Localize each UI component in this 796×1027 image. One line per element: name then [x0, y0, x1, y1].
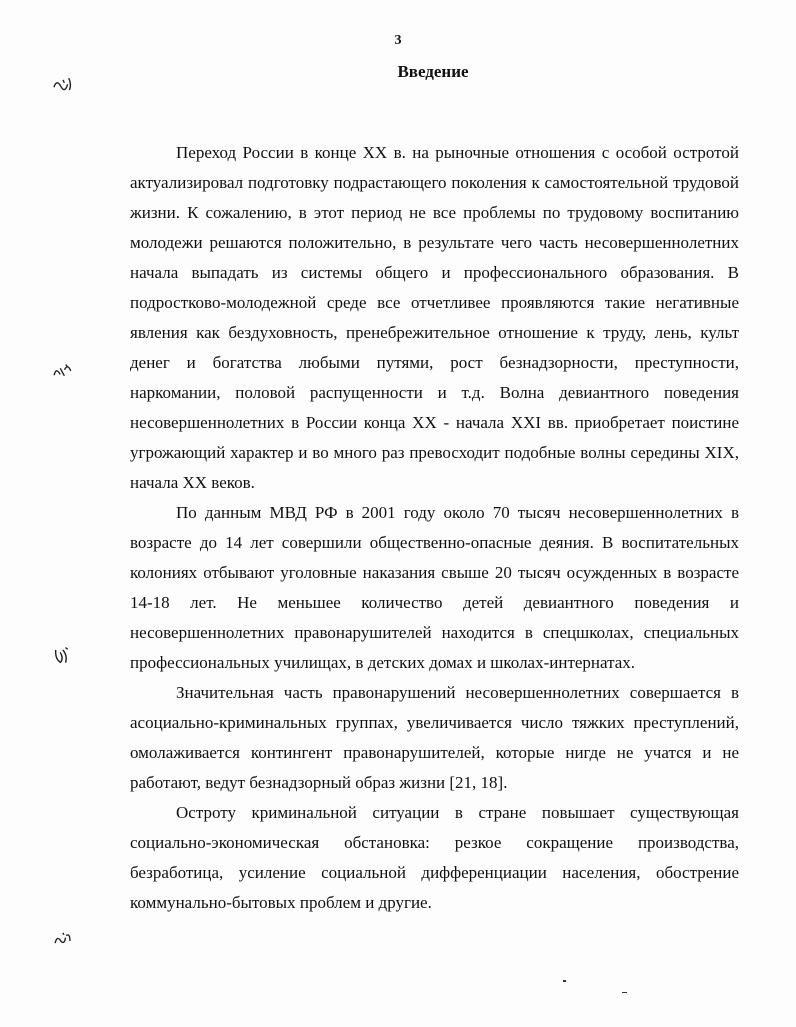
page-number: 3 [394, 33, 402, 48]
scan-speck [622, 992, 627, 993]
handwritten-mark-icon [51, 361, 76, 387]
handwritten-mark-icon [50, 645, 75, 673]
paragraph-4: Остроту криминальной ситуации в стране повышает существующая социально-экономическая обстановка: резкое сокращение производства, безработица, усиление социальной дифференциации населения, обострение коммунально-бытовых проблем и другие. [130, 803, 739, 912]
page-title: Введение [397, 62, 469, 81]
handwritten-mark-icon [51, 75, 76, 101]
paragraph-1: Переход России в конце XX в. на рыночные отношения с особой остротой актуализировал подготовку подрастающего поколения к самостоятельной трудовой жизни. К сожалению, в этот период не все проблемы по трудовому воспитанию молодежи решаются положительно, в результате чего часть несовершеннолетних начала выпадать из системы общего и профессионального образования. В подростково-молодежной среде все отчетливее проявляются такие негативные явления как бездуховность, пренебрежительное отношение к труду, лень, культ денег и богатства любыми путями, рост безнадзорности, преступности, наркомании, половой распущенности и т.д. Волна девиантного поведения несовершеннолетних в России конца XX - начала XXI вв. приобретает поистине угрожающий характер и во много раз превосходит подобные волны середины XIX, начала XX веков. [130, 143, 739, 492]
body-text [130, 138, 739, 918]
paragraph-2: По данным МВД РФ в 2001 году около 70 тысяч несовершеннолетних в возрасте до 14 лет совершили общественно-опасные деяния. В воспитательных колониях отбывают уголовные наказания свыше 20 тысяч осужденных в возрасте 14-18 лет. Не меньшее количество детей девиантного поведения и несовершеннолетних правонарушителей находится в спецшколах, специальных профессиональных училищах, в детских домах и школах-интернатах. [130, 503, 739, 672]
handwritten-mark-icon [51, 929, 76, 955]
scan-speck [563, 980, 566, 982]
paragraph-3: Значительная часть правонарушений несовершеннолетних совершается в асоциально-криминальных группах, увеличивается число тяжких преступлений, омолаживается контингент правонарушителей, которые нигде не учатся и не работают, ведут безнадзорный образ жизни [21, 18]. [130, 683, 739, 792]
